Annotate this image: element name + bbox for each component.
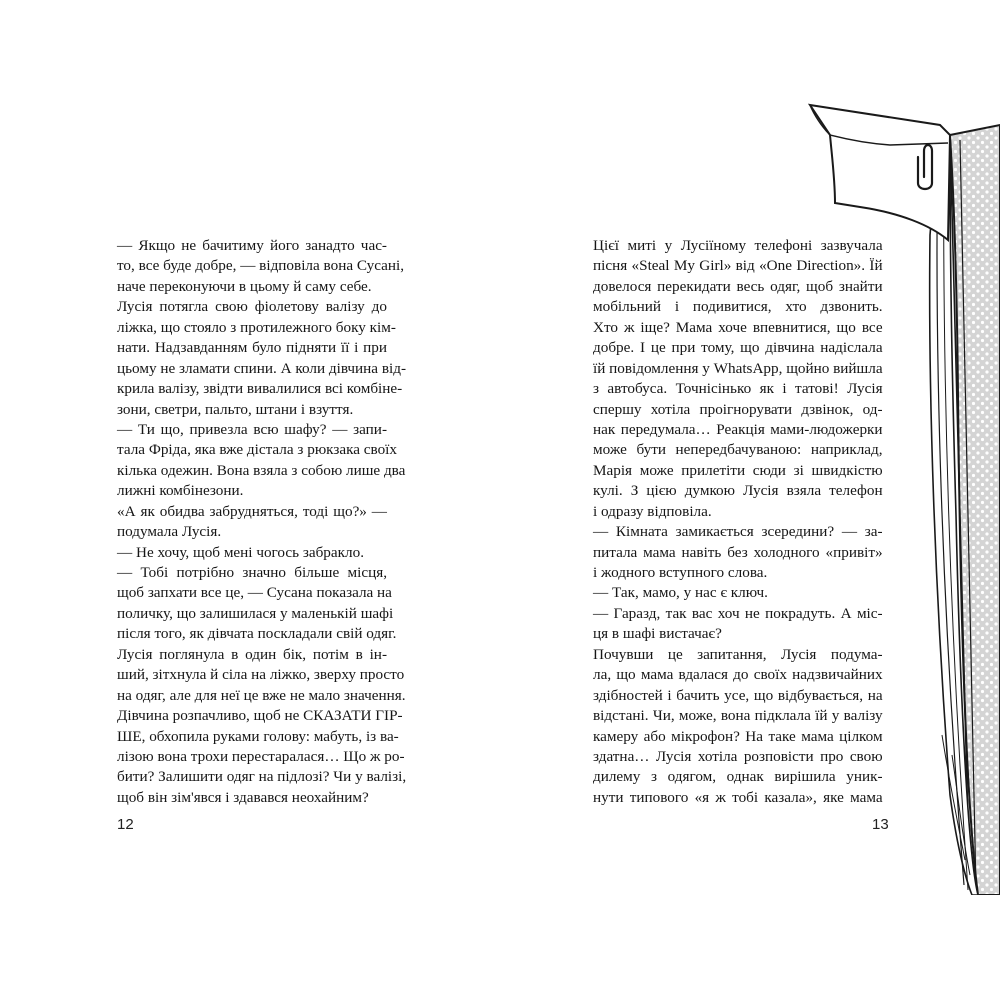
text-line: Дівчина розпачливо, щоб не СКАЗАТИ ГІР- bbox=[117, 707, 403, 725]
text-line: здібностей і бачить усе, що відбувається, на bbox=[593, 686, 883, 704]
text-line: — Якщо не бачитиму його занадто час- bbox=[117, 237, 387, 254]
text-line: спершу хотіла проігнорувати дзвінок, од- bbox=[593, 400, 883, 418]
text-line: — Так, мамо, у нас є ключ. bbox=[593, 584, 768, 602]
text-line: відстані. Чи, може, вона підклала їй у валізу bbox=[593, 707, 883, 725]
text-line: здатна… Лусія хотіла розповісти про свою bbox=[593, 747, 883, 765]
text-line: з автобуса. Точнісінько як і татові! Лусія bbox=[593, 380, 883, 398]
text-line: Марія може прилетіти сюди зі швидкістю bbox=[593, 461, 883, 479]
text-line: — Тобі потрібно значно більше місця, bbox=[117, 564, 387, 581]
text-line: кулі. З цією думкою Лусія взяла телефон bbox=[593, 482, 883, 500]
text-line: ця в шафі вистачає? bbox=[593, 625, 722, 643]
text-line: питала мама навіть без холодного «привіт» bbox=[593, 543, 883, 561]
text-line: ший, зітхнула й сіла на ліжко, зверху просто bbox=[117, 666, 405, 684]
text-line: мобільний і подивитися, хто дзвонить. bbox=[593, 298, 883, 316]
text-line: лижні комбінезони. bbox=[117, 482, 244, 500]
page-number-right: 13 bbox=[872, 816, 889, 833]
text-line: і жодного вступного слова. bbox=[593, 564, 768, 581]
text-line: Лусія поглянула в один бік, потім в ін- bbox=[117, 645, 387, 663]
text-line: щоб запхати все це, — Сусана показала на bbox=[117, 584, 392, 602]
text-line: тала Фріда, яка вже дістала з рюкзака своїх bbox=[117, 441, 397, 459]
text-line: бити? Залишити одяг на підлозі? Чи у валізі, bbox=[117, 768, 407, 786]
text-line: добре. І це при тому, що дівчина надіслала bbox=[593, 339, 883, 357]
text-line: — Кімната замикається зсередини? — за- bbox=[593, 523, 883, 541]
text-line: ліжка, що стояло з протилежного боку кім- bbox=[117, 318, 396, 336]
text-line: крила валізу, звідти вивалилися всі комбіне- bbox=[117, 380, 403, 398]
text-line: ШЕ, обхопила руками голову: мабуть, із ва- bbox=[117, 727, 399, 745]
text-line: — Не хочу, щоб мені чогось забракло. bbox=[117, 543, 364, 561]
text-line: на одяг, але для неї це вже не мало значення. bbox=[117, 686, 406, 704]
text-line: камеру або мікрофон? На таке мама цілком bbox=[593, 727, 883, 745]
text-line: наче переконуючи в цьому й саму себе. bbox=[117, 277, 372, 295]
text-line: «А як обидва забрудняться, тоді що?» — bbox=[117, 502, 387, 520]
text-line: цьому не зламати спини. А коли дівчина від- bbox=[117, 359, 407, 377]
text-line: Хто ж іще? Мама хоче впевнитися, що все bbox=[593, 318, 883, 336]
text-line: нати. Надзавданням було підняти її і при bbox=[117, 339, 387, 357]
text-line: пісня «Steal My Girl» від «One Direction». Їй bbox=[593, 257, 883, 275]
text-line: поличку, що залишилася у маленькій шафі bbox=[117, 604, 394, 622]
text-line: після того, як дівчата поскладали свій одяг. bbox=[117, 625, 397, 643]
page-number-left: 12 bbox=[117, 816, 134, 833]
text-line: щоб він зім'явся і здавався неохайним? bbox=[117, 788, 369, 806]
text-line: — Гаразд, так вас хоч не покрадуть. А міс- bbox=[593, 604, 883, 622]
text-line: нути типового «я ж тобі казала», яке мама bbox=[593, 788, 883, 806]
garment-illustration bbox=[800, 95, 1000, 895]
text-line: дилему з одягом, однак вирішила уник- bbox=[593, 768, 883, 786]
left-page-text bbox=[117, 236, 407, 808]
text-line: Почувши це запитання, Лусія подума- bbox=[593, 645, 883, 663]
text-line: зони, светри, пальто, штани і взуття. bbox=[117, 400, 354, 418]
text-line: подумала Лусія. bbox=[117, 523, 222, 541]
text-line: Лусія потягла свою фіолетову валізу до bbox=[117, 298, 387, 316]
text-line: кілька одежин. Вона взяла з собою лише два bbox=[117, 461, 406, 479]
text-line: довелося перекидати весь одяг, щоб знайти bbox=[593, 277, 883, 295]
text-line: ла, що мама вдалася до своїх надзвичайних bbox=[593, 666, 883, 684]
text-line: то, все буде добре, — відповіла вона Сусані, bbox=[117, 257, 405, 275]
text-line: нак передумала… Реакція мами-людожерки bbox=[593, 420, 883, 438]
text-line: і одразу відповіла. bbox=[593, 502, 712, 520]
text-line: — Ти що, привезла всю шафу? — запи- bbox=[117, 420, 387, 438]
text-line: їй повідомлення у WhatsApp, щойно вийшла bbox=[593, 359, 883, 377]
text-line: може бути непередбачуваною: наприклад, bbox=[593, 441, 883, 459]
text-line: Цієї миті у Лусіїному телефоні зазвучала bbox=[593, 237, 883, 254]
text-line: лізою вона трохи перестаралася… Що ж ро- bbox=[117, 747, 405, 765]
